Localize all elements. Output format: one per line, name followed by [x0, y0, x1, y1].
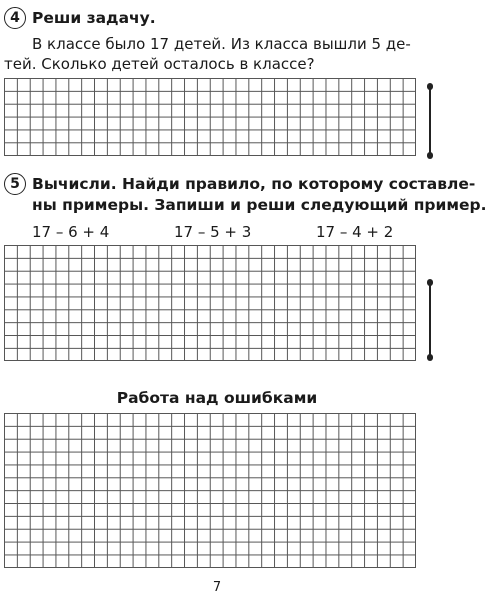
answer-grid[interactable]: [4, 78, 416, 156]
section-title: Работа над ошибками: [116, 389, 318, 407]
task-title-line-2: ны примеры. Запиши и реши следующий пример.: [32, 196, 487, 214]
task-text-line-2: тей. Сколько детей осталось в классе?: [4, 55, 315, 73]
example-2: 17 – 5 + 3: [174, 223, 252, 241]
task-number-badge: [4, 173, 26, 195]
example-1: 17 – 6 + 4: [32, 223, 110, 241]
task-text-line-1: В классе было 17 детей. Из класса вышли 5 де-: [32, 35, 411, 53]
answer-grid[interactable]: [4, 245, 416, 361]
margin-bracket: [429, 282, 431, 358]
answer-grid[interactable]: [4, 413, 416, 568]
task-number: 5: [10, 176, 20, 192]
example-3: 17 – 4 + 2: [316, 223, 394, 241]
page-number: 7: [212, 580, 222, 595]
margin-bracket: [429, 86, 431, 156]
task-number: 4: [10, 10, 20, 26]
task-title-line-1: Вычисли. Найди правило, по которому составле-: [32, 175, 476, 193]
task-title: Реши задачу.: [32, 9, 156, 27]
task-number-badge: [4, 7, 26, 29]
